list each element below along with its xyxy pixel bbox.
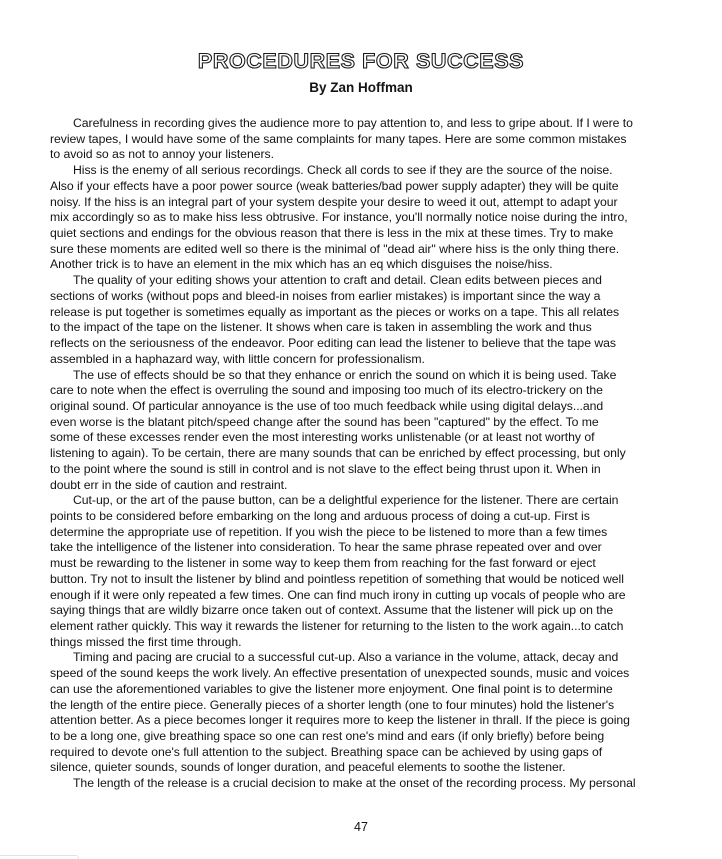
text-line: required to devote one's full attention to the subject. Breathing space can be achieved by using gaps of bbox=[50, 744, 603, 759]
text-line: Another trick is to have an element in the mix which has an eq which disguises the noise/hiss. bbox=[50, 257, 553, 272]
text-line: original sound. Of particular annoyance is the use of too much feedback while using digital delays...and bbox=[50, 398, 604, 413]
page-number: 47 bbox=[354, 820, 368, 834]
text-line: sure these moments are edited well so there is the minimal of "dead air" where hiss is the only thing there. bbox=[50, 241, 620, 256]
article-byline: By Zan Hoffman bbox=[309, 80, 413, 95]
text-line: quiet sections and endings for the obvious reason that there is less in the mix at these times. Try to make bbox=[50, 226, 614, 241]
text-line: speed of the sound keeps the work lively. An effective presentation of unexpected sounds, music and voices bbox=[50, 666, 630, 681]
paragraph-first-line: Cut-up, or the art of the pause button, can be a delightful experience for the listener. There are certain bbox=[73, 493, 619, 508]
text-line: points to be considered before embarking on the long and arduous process of doing a cut-up. First is bbox=[50, 508, 590, 523]
text-line: button. Try not to insult the listener by blind and pointless repetition of something that would be noticed well bbox=[50, 571, 624, 586]
horizontal-scrollbar[interactable] bbox=[0, 855, 79, 859]
text-line: determine the appropriate use of repetition. If you wish the piece to be listened to more than a few times bbox=[50, 524, 608, 539]
paragraph-first-line: The quality of your editing shows your attention to craft and detail. Clean edits between pieces and bbox=[73, 273, 602, 288]
text-line: things missed the first time through. bbox=[50, 634, 242, 649]
text-line: listening to again). To be certain, there are many sounds that can be enriched by effect processing, but only bbox=[50, 446, 626, 461]
text-line: to the point where the sound is still in control and is not slave to the effect being thrust upon it. When in bbox=[50, 461, 601, 476]
article-body bbox=[50, 116, 710, 792]
text-line: element rather quickly. This way it rewards the listener for returning to the listen to the work again...to catch bbox=[50, 619, 624, 633]
text-line: release is put together is sometimes equally as important as the pieces or works on a tape. This all relates bbox=[50, 304, 620, 319]
text-line: to be a long one, give breathing space so one can rest one's mind and ears (if only briefly) before being bbox=[50, 729, 605, 744]
text-line: can use the aforementioned variables to give the listener more enjoyment. One final point is to determine bbox=[50, 681, 613, 696]
text-line: enough if it were only repeated a few times. One can find much irony in cutting up vocals of people who are bbox=[50, 587, 626, 602]
text-line: Also if your effects have a poor power source (weak batteries/bad power supply adapter) they will be quite bbox=[50, 178, 619, 193]
text-line: saying things that are wildly bizarre once taken out of context. Assume that the listener will pick up on the bbox=[50, 603, 614, 618]
text-line: attention better. As a piece becomes longer it requires more to keep the listener in thrall. If the piece is going bbox=[50, 713, 630, 728]
text-line: noisy. If the hiss is an integral part of your system despite your desire to weed it out, attempt to adapt your bbox=[50, 194, 618, 209]
text-line: mix accordingly so as to make hiss less obtrusive. For instance, you'll normally notice noise during the intro, bbox=[50, 210, 628, 225]
paragraph-first-line: The length of the release is a crucial decision to make at the onset of the recording process. My personal bbox=[73, 776, 636, 791]
text-line: reflects on the seriousness of the endeavor. Poor editing can lead the listener to believe that the tape was bbox=[50, 336, 616, 351]
text-line: sections of works (without pops and bleed-in noises from earlier mistakes) is important since the way a bbox=[50, 288, 601, 303]
text-line: even worse is the blatant pitch/speed change after the sound has been "captured" by the effect. To me bbox=[50, 414, 599, 429]
paragraph-first-line: Timing and pacing are crucial to a successful cut-up. Also a variance in the volume, attack, decay and bbox=[73, 650, 619, 665]
text-line: doubt err in the side of caution and restraint. bbox=[50, 477, 288, 492]
text-line: silence, quieter sounds, sounds of longer duration, and peaceful elements to soothe the listener. bbox=[50, 760, 566, 775]
text-line: must be rewarding to the listener in some way to keep them from reaching for the fast forward or eject bbox=[50, 556, 596, 571]
text-line: review tapes, I would have some of the same complaints for many tapes. Here are some common mistakes bbox=[50, 131, 627, 146]
text-line: to avoid so as not to annoy your listeners. bbox=[50, 147, 274, 162]
paragraph-first-line: Hiss is the enemy of all serious recordings. Check all cords to see if they are the source of the noise. bbox=[73, 163, 613, 178]
paragraph-first-line: Carefulness in recording gives the audience more to pay attention to, and less to gripe about. If I were to bbox=[73, 116, 633, 130]
text-line: care to note when the effect is overruling the sound and imposing too much of its electro-trickery on the bbox=[50, 383, 603, 398]
paragraph-first-line: The use of effects should be so that they enhance or enrich the sound on which it is being used. Take bbox=[73, 367, 617, 382]
text-line: the length of the entire piece. Generally pieces of a shorter length (one to four minutes) hold the listener's bbox=[50, 697, 615, 712]
text-line: some of these excesses render even the most interesting works unlistenable (or at least not worthy of bbox=[50, 430, 595, 445]
text-line: assembled in a haphazard way, with little concern for professionalism. bbox=[50, 351, 425, 366]
article-title: PROCEDURES FOR SUCCESS bbox=[197, 49, 525, 73]
text-line: take the intelligence of the listener into consideration. To hear the same phrase repeated over and over bbox=[50, 540, 602, 555]
text-line: to the impact of the tape on the listener. It shows when care is taken in assembling the work and thus bbox=[50, 320, 592, 335]
